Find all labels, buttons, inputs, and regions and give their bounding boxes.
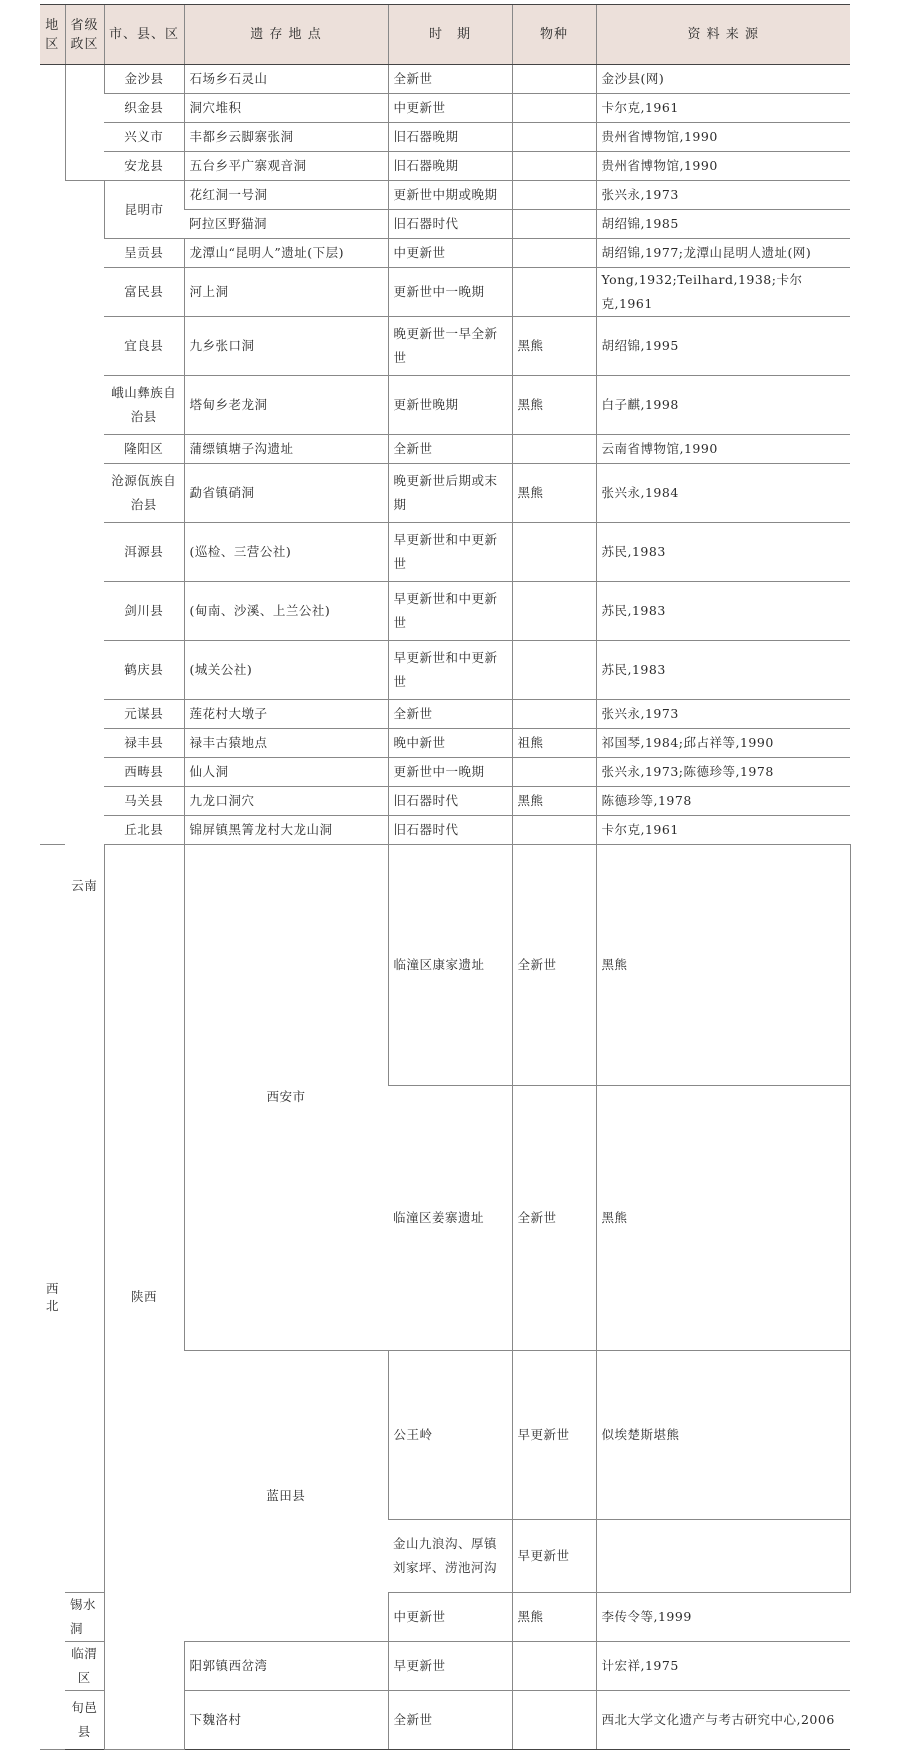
period-cell: 更新世中一晚期 — [388, 268, 512, 317]
species-cell — [512, 758, 596, 787]
site-cell: 石场乡石灵山 — [184, 65, 388, 94]
site-cell: 花红洞一号洞 — [184, 181, 388, 210]
header-period: 时 期 — [388, 5, 512, 65]
header-province: 省级政区 — [65, 5, 104, 65]
site-cell: 锡水洞 — [65, 1592, 104, 1641]
source-cell: 陈德珍等,1978 — [596, 787, 850, 816]
table-row — [40, 845, 850, 1086]
county-cell: 丘北县 — [104, 816, 184, 845]
species-cell — [512, 181, 596, 210]
table-row — [40, 94, 850, 123]
site-cell: 下魏洛村 — [184, 1690, 388, 1749]
species-cell — [512, 1690, 596, 1749]
county-cell: 蓝田县 — [184, 1350, 388, 1641]
header-site: 遗 存 地 点 — [184, 5, 388, 65]
site-cell: 塔甸乡老龙洞 — [184, 376, 388, 435]
period-cell: 中更新世 — [388, 239, 512, 268]
table-row — [40, 152, 850, 181]
source-cell: 云南省博物馆,1990 — [596, 435, 850, 464]
species-cell — [512, 700, 596, 729]
period-cell: 旧石器时代 — [388, 210, 512, 239]
period-cell: 中更新世 — [388, 94, 512, 123]
site-cell: 蒲缥镇塘子沟遗址 — [184, 435, 388, 464]
period-cell: 全新世 — [388, 1690, 512, 1749]
header-source: 资 料 来 源 — [596, 5, 850, 65]
county-cell: 西畴县 — [104, 758, 184, 787]
species-cell: 黑熊 — [512, 1592, 596, 1641]
period-cell: 晚更新世后期或末期 — [388, 464, 512, 523]
table-row — [40, 787, 850, 816]
species-cell — [512, 210, 596, 239]
source-cell: 祁国琴,1984;邱占祥等,1990 — [596, 729, 850, 758]
site-cell: 锦屏镇黑箐龙村大龙山洞 — [184, 816, 388, 845]
province-cell-shaanxi: 陕西 — [104, 845, 184, 1750]
county-cell: 峨山彝族自治县 — [104, 376, 184, 435]
source-cell: 张兴永,1984 — [596, 464, 850, 523]
county-cell: 呈贡县 — [104, 239, 184, 268]
source-cell: 卡尔克,1961 — [596, 816, 850, 845]
table-row — [40, 758, 850, 787]
county-cell: 旬邑县 — [65, 1690, 104, 1749]
period-cell: 更新世中一晚期 — [388, 758, 512, 787]
header-region: 地区 — [40, 5, 65, 65]
table-row — [40, 268, 850, 317]
table-row — [40, 729, 850, 758]
period-cell: 晚更新世一早全新世 — [388, 317, 512, 376]
county-cell: 元谋县 — [104, 700, 184, 729]
county-cell: 洱源县 — [104, 523, 184, 582]
source-cell: 胡绍锦,1995 — [596, 317, 850, 376]
site-cell: 阳郭镇西岔湾 — [184, 1641, 388, 1690]
species-cell — [512, 1641, 596, 1690]
region-label: 西北 — [45, 1280, 59, 1313]
site-cell: 九龙口洞穴 — [184, 787, 388, 816]
fossil-record-table — [40, 4, 850, 1750]
site-cell: 仙人洞 — [184, 758, 388, 787]
period-cell: 全新世 — [388, 435, 512, 464]
source-cell: 胡绍锦,1985 — [596, 210, 850, 239]
table-row — [40, 582, 850, 641]
period-cell: 更新世中期或晚期 — [388, 181, 512, 210]
species-cell — [512, 123, 596, 152]
table-row — [40, 376, 850, 435]
species-cell: 黑熊 — [512, 464, 596, 523]
period-cell: 全新世 — [388, 65, 512, 94]
county-cell: 鹤庆县 — [104, 641, 184, 700]
source-cell: 苏民,1983 — [596, 641, 850, 700]
site-cell: 五台乡平广寨观音洞 — [184, 152, 388, 181]
period-cell: 全新世 — [512, 845, 596, 1086]
species-cell — [512, 816, 596, 845]
site-cell: 莲花村大墩子 — [184, 700, 388, 729]
county-cell: 马关县 — [104, 787, 184, 816]
species-cell: 黑熊 — [596, 1085, 850, 1350]
table-row — [40, 464, 850, 523]
species-cell: 黑熊 — [512, 787, 596, 816]
header-species: 物种 — [512, 5, 596, 65]
county-cell: 西安市 — [184, 845, 388, 1351]
species-cell — [512, 239, 596, 268]
site-cell: (甸南、沙溪、上兰公社) — [184, 582, 388, 641]
species-cell — [512, 152, 596, 181]
site-cell: 金山九浪沟、厚镇刘家坪、涝池河沟 — [388, 1519, 512, 1592]
period-cell: 全新世 — [512, 1085, 596, 1350]
table-row — [40, 317, 850, 376]
county-cell: 富民县 — [104, 268, 184, 317]
province-cell-guizhou — [65, 65, 104, 181]
county-cell: 金沙县 — [104, 65, 184, 94]
county-cell: 临渭区 — [65, 1641, 104, 1690]
species-cell: 祖熊 — [512, 729, 596, 758]
site-cell: (巡检、三营公社) — [184, 523, 388, 582]
period-cell: 更新世晚期 — [388, 376, 512, 435]
table-row — [40, 435, 850, 464]
source-cell: 贵州省博物馆,1990 — [596, 123, 850, 152]
table-row — [40, 816, 850, 845]
site-cell: 洞穴堆积 — [184, 94, 388, 123]
source-cell: 张兴永,1973;陈德珍等,1978 — [596, 758, 850, 787]
source-cell: 金沙县(网) — [596, 65, 850, 94]
species-cell: 黑熊 — [596, 845, 850, 1086]
source-cell: 贵州省博物馆,1990 — [596, 152, 850, 181]
source-cell: 苏民,1983 — [596, 523, 850, 582]
site-cell: 龙潭山“昆明人”遗址(下层) — [184, 239, 388, 268]
county-cell: 兴义市 — [104, 123, 184, 152]
source-cell: 张兴永,1973 — [596, 181, 850, 210]
county-cell: 禄丰县 — [104, 729, 184, 758]
table-row — [40, 641, 850, 700]
table-row — [40, 65, 850, 94]
site-cell: 临潼区姜寨遗址 — [388, 1085, 512, 1350]
species-cell — [512, 523, 596, 582]
table-row — [40, 239, 850, 268]
county-cell: 织金县 — [104, 94, 184, 123]
county-cell: 安龙县 — [104, 152, 184, 181]
period-cell: 旧石器时代 — [388, 816, 512, 845]
period-cell: 早更新世和中更新世 — [388, 582, 512, 641]
table-row — [40, 181, 850, 210]
county-cell: 宜良县 — [104, 317, 184, 376]
species-cell: 似埃楚斯堪熊 — [596, 1350, 850, 1519]
species-cell — [512, 94, 596, 123]
table-row — [40, 123, 850, 152]
source-cell: 张兴永,1973 — [596, 700, 850, 729]
site-cell: 河上洞 — [184, 268, 388, 317]
species-cell — [512, 65, 596, 94]
table-row — [40, 700, 850, 729]
source-cell: 白子麒,1998 — [596, 376, 850, 435]
region-cell-northwest — [40, 845, 65, 1750]
period-cell: 中更新世 — [388, 1592, 512, 1641]
period-cell: 早更新世和中更新世 — [388, 641, 512, 700]
source-cell: 计宏祥,1975 — [596, 1641, 850, 1690]
site-cell: 阿拉区野猫洞 — [184, 210, 388, 239]
province-cell-yunnan: 云南 — [65, 181, 104, 1593]
species-cell — [512, 582, 596, 641]
period-cell: 旧石器晚期 — [388, 123, 512, 152]
site-cell: 勐省镇硝洞 — [184, 464, 388, 523]
county-cell: 沧源佤族自治县 — [104, 464, 184, 523]
period-cell: 早更新世 — [512, 1519, 596, 1592]
source-cell: 李传令等,1999 — [596, 1592, 850, 1641]
species-cell: 黑熊 — [512, 376, 596, 435]
source-cell: 西北大学文化遗产与考古研究中心,2006 — [596, 1690, 850, 1749]
county-cell: 剑川县 — [104, 582, 184, 641]
site-cell: 临潼区康家遗址 — [388, 845, 512, 1086]
site-cell: (城关公社) — [184, 641, 388, 700]
site-cell: 丰都乡云脚寨张洞 — [184, 123, 388, 152]
species-cell: 黑熊 — [512, 317, 596, 376]
period-cell: 全新世 — [388, 700, 512, 729]
county-cell: 昆明市 — [104, 181, 184, 239]
period-cell: 旧石器晚期 — [388, 152, 512, 181]
table-header-row — [40, 5, 850, 65]
species-cell — [512, 268, 596, 317]
species-cell — [596, 1519, 850, 1592]
county-cell: 隆阳区 — [104, 435, 184, 464]
period-cell: 早更新世 — [512, 1350, 596, 1519]
site-cell: 九乡张口洞 — [184, 317, 388, 376]
header-county: 市、县、区 — [104, 5, 184, 65]
source-cell: Yong,1932;Teilhard,1938;卡尔克,1961 — [596, 268, 850, 317]
region-cell-1 — [40, 65, 65, 845]
period-cell: 旧石器时代 — [388, 787, 512, 816]
table-row — [40, 523, 850, 582]
period-cell: 早更新世和中更新世 — [388, 523, 512, 582]
species-cell — [512, 435, 596, 464]
site-cell: 禄丰古猿地点 — [184, 729, 388, 758]
site-cell: 公王岭 — [388, 1350, 512, 1519]
period-cell: 晚中新世 — [388, 729, 512, 758]
species-cell — [512, 641, 596, 700]
source-cell: 胡绍锦,1977;龙潭山昆明人遗址(网) — [596, 239, 850, 268]
period-cell: 早更新世 — [388, 1641, 512, 1690]
source-cell: 苏民,1983 — [596, 582, 850, 641]
source-cell: 卡尔克,1961 — [596, 94, 850, 123]
